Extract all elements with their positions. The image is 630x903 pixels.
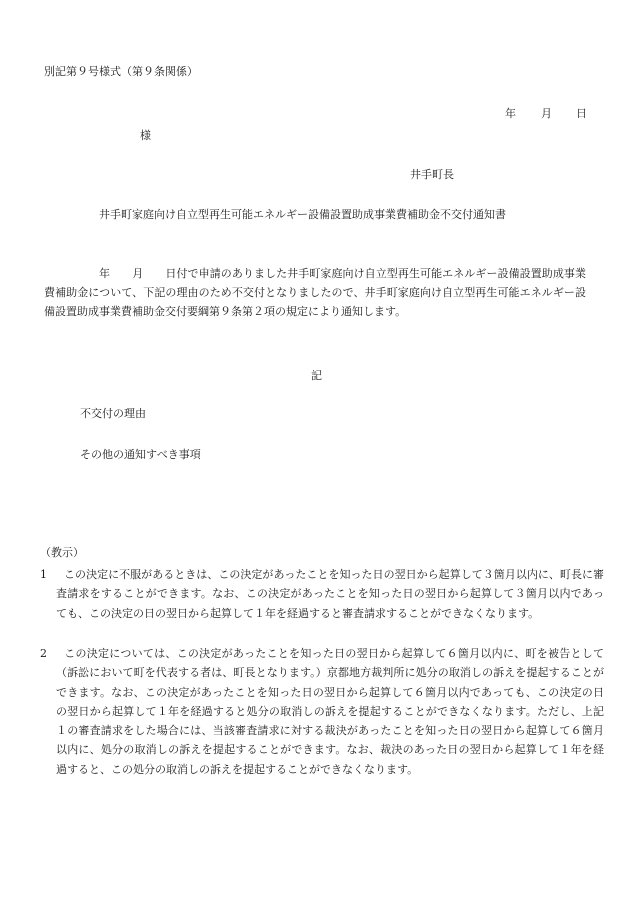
ki-heading: 記 [311,369,322,382]
notice-item [40,644,604,779]
item-reason: 不交付の理由 [80,407,146,420]
issuer: 井手町長 [410,168,454,181]
document-title: 井手町家庭向け自立型再生可能エネルギー設備設置助成事業費補助金不交付通知書 [99,208,506,221]
form-label: 別記第９号様式（第９条関係） [44,65,198,78]
date-day: 日 [576,107,587,120]
notice-heading: （教示） [40,546,84,559]
addressee-suffix: 様 [140,129,151,142]
notice-item-number: 2 [40,647,47,660]
notice-item-text: この決定に不服があるときは、この決定があったことを知った日の翌日から起算して３箇月以内に、町長に審査請求をすることができます。なお、この決定があったことを知った日の翌日から起算して３箇月以内であっても、この決定の日の翌日から起算して１年を経過すると審査請求することができなくなります。 [56,568,604,620]
notice-item-text: この決定については、この決定があったことを知った日の翌日から起算して６箇月以内に、町を被告として（訴訟において町を代表する者は、町長となります。）京都地方裁判所に処分の取消しの訴えを提起することができます。なお、この決定があったことを知った日の翌日から起算して６箇月以内であっても、この決定の日の翌日から起算して１年を経過すると処分の取消しの訴えを提起することができなくなります。ただし、上記１の審査請求をした場合には、当該審査請求に対する裁決があったことを知った日の翌日から起算して６箇月以内に、処分の取消しの訴えを提起することができます。なお、裁決のあった日の翌日から起算して１年を経過すると、この処分の取消しの訴えを提起することができなくなります。 [56,647,604,776]
date-line [0,108,630,122]
body-paragraph: 年 月 日付で申請のありました井手町家庭向け自立型再生可能エネルギー設備設置助成事業費補助金について、下記の理由のため不交付となりましたので、井手町家庭向け自立型再生可能エネルギー設備設置助成事業費補助金交付要綱第９条第２項の規定により通知します。 [44,267,586,318]
item-other: その他の通知すべき事項 [80,448,201,461]
notice-item-number: 1 [40,568,47,581]
date-year: 年 [505,107,516,120]
date-month: 月 [541,107,552,120]
notice-item [40,565,604,623]
